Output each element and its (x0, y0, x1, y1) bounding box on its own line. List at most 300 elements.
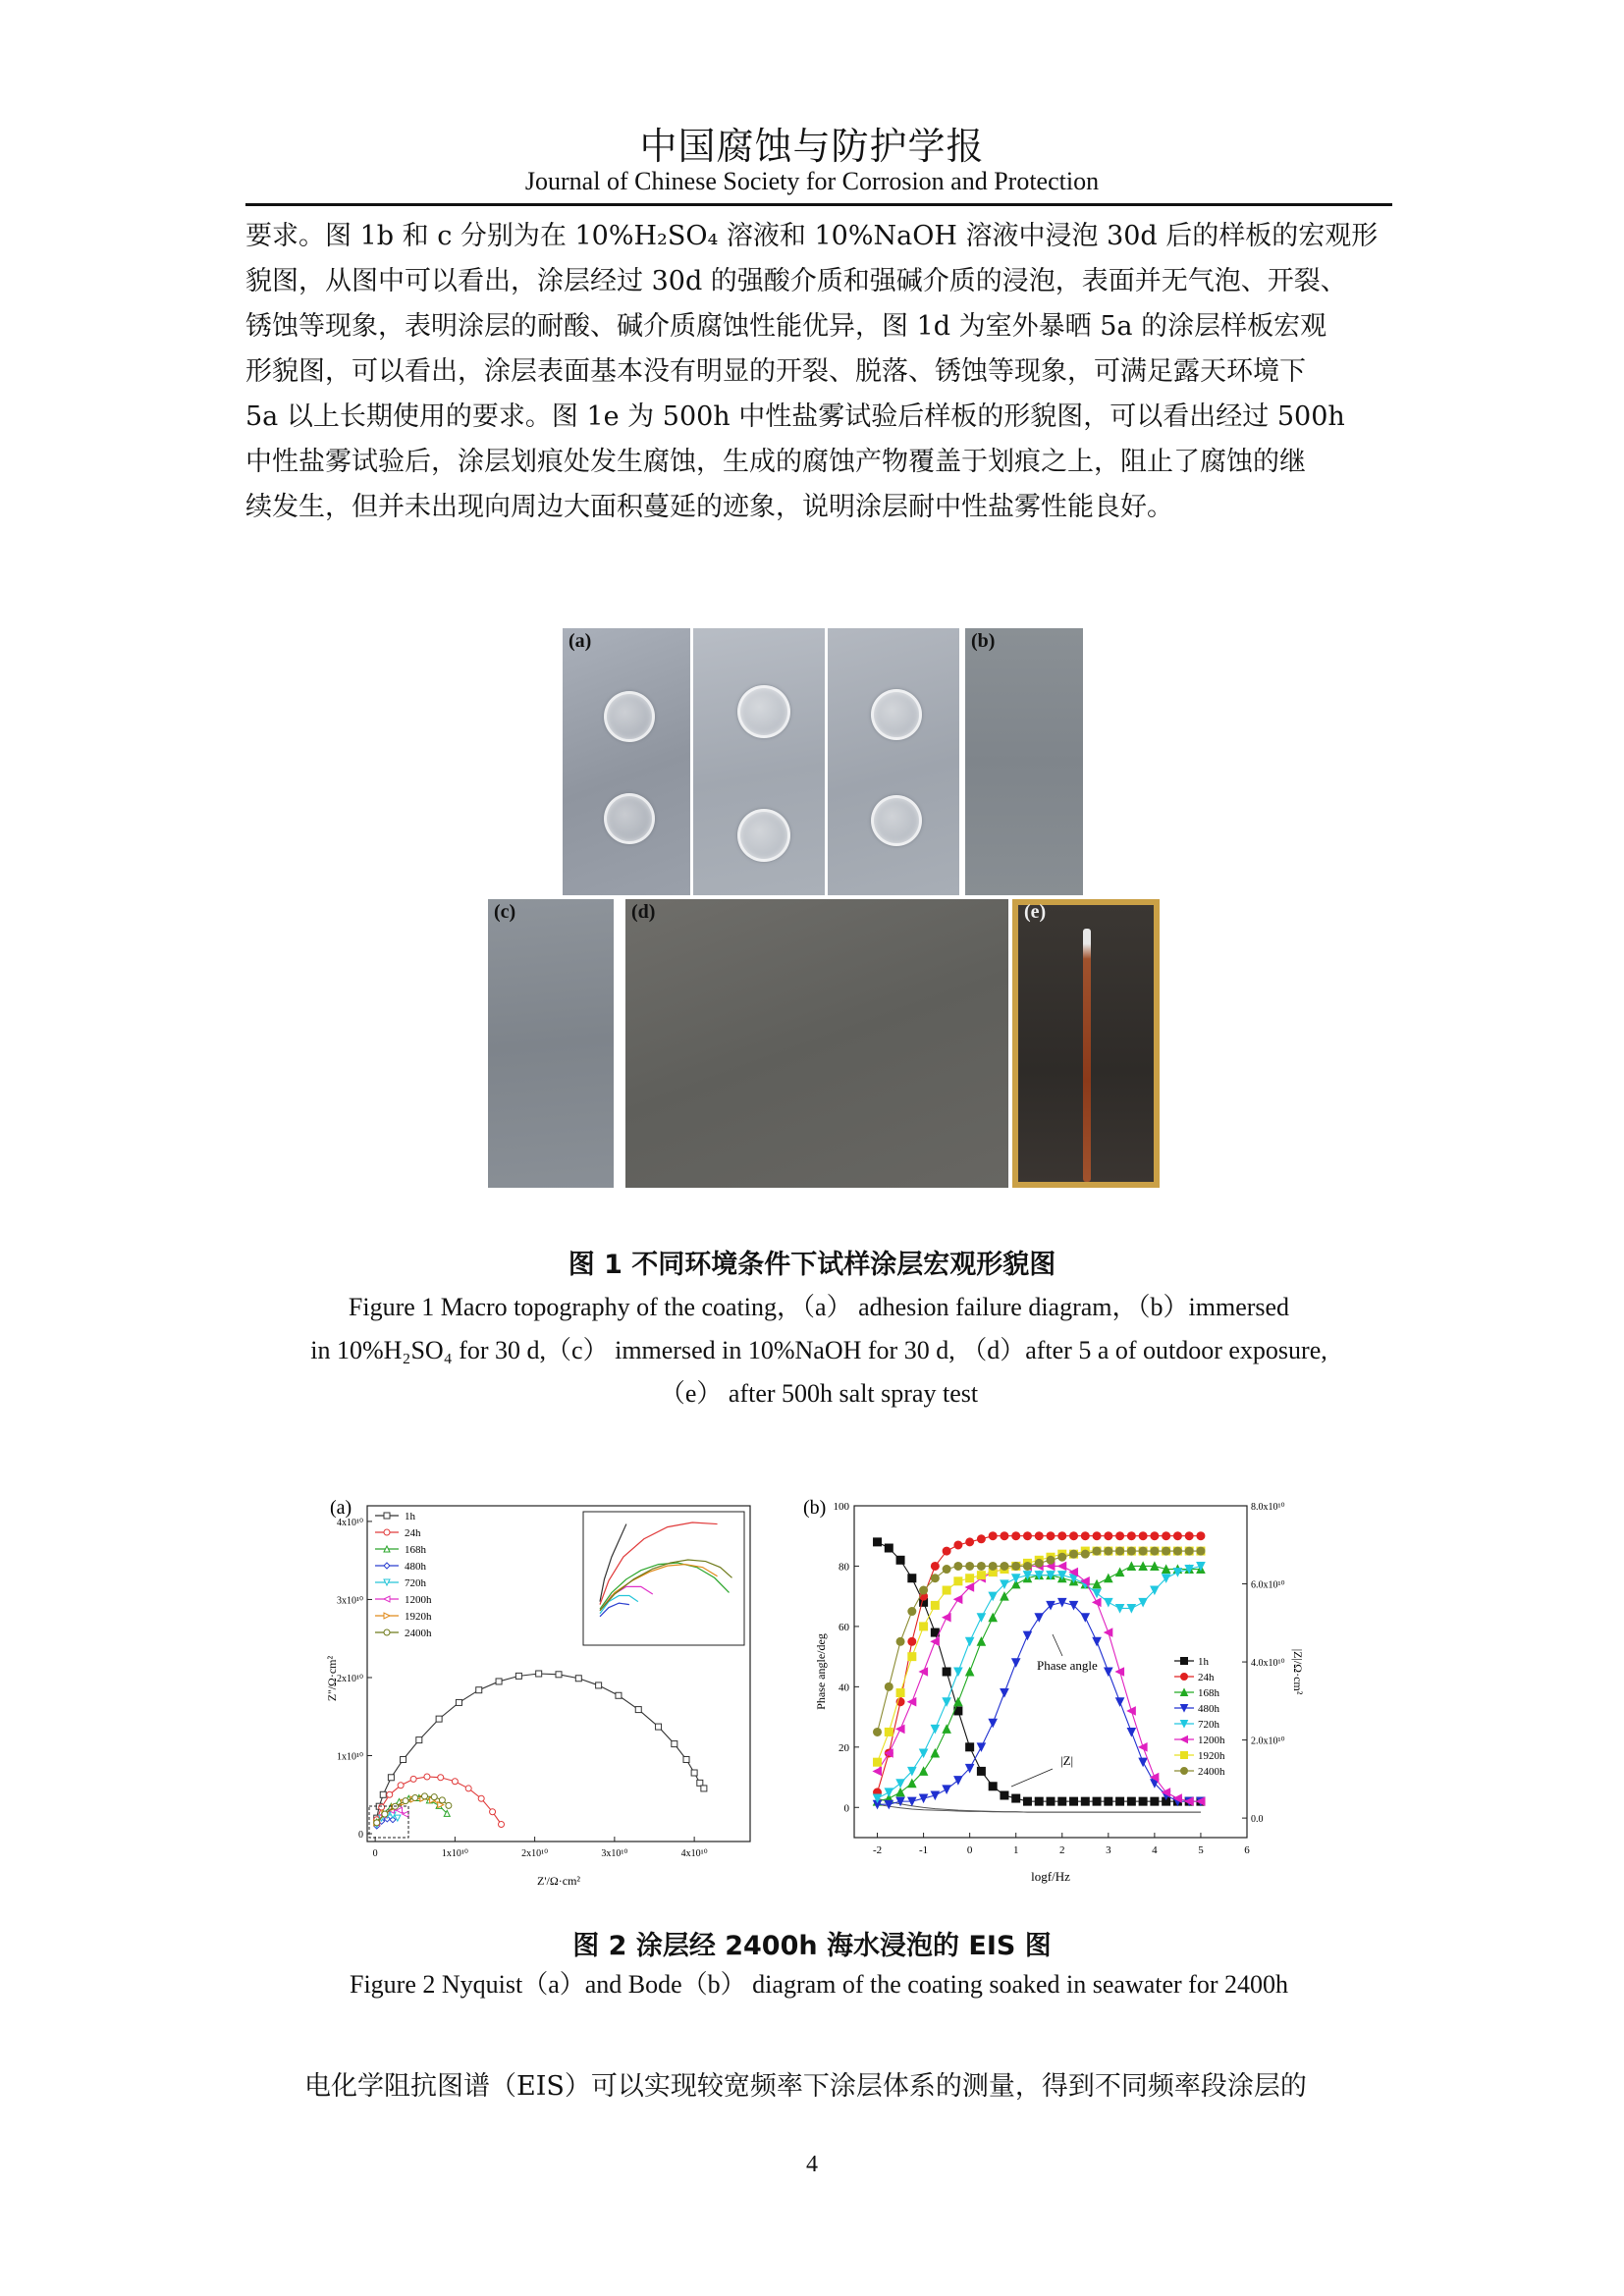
data-point (403, 1811, 408, 1817)
legend-label: 2400h (405, 1628, 432, 1639)
journal-title-cn: 中国腐蚀与防护学报 (639, 125, 985, 168)
legend-label: 1200h (1198, 1735, 1225, 1746)
data-point (1185, 1547, 1193, 1555)
data-point (1012, 1794, 1020, 1802)
chart-b-annotation-z: |Z| (1060, 1753, 1074, 1768)
data-point (1047, 1797, 1055, 1805)
data-point (874, 1758, 882, 1766)
data-point (1197, 1532, 1205, 1540)
y-tick-label: 80 (839, 1561, 849, 1574)
data-point (896, 1556, 904, 1564)
data-point (1023, 1562, 1031, 1570)
data-point (616, 1692, 622, 1698)
data-point (401, 1756, 406, 1762)
data-point (1058, 1562, 1066, 1570)
data-point (920, 1623, 928, 1630)
data-point (416, 1737, 422, 1743)
data-point (1105, 1668, 1112, 1676)
chart-a-panel-label: (a) (330, 1497, 352, 1519)
legend-item (375, 1544, 427, 1556)
x-tick-label: 2 (1059, 1844, 1065, 1856)
legend-item (375, 1611, 432, 1623)
data-point (1127, 1532, 1135, 1540)
data-point (966, 1575, 974, 1582)
chart-b-annotation-phase-arrow (1053, 1634, 1062, 1656)
data-point (1001, 1689, 1008, 1697)
data-point (1012, 1532, 1020, 1540)
data-point (536, 1671, 542, 1677)
y-tick-label: 40 (839, 1682, 849, 1694)
legend-label: 720h (1198, 1719, 1219, 1731)
chart-b-annotation-z-arrow (1011, 1769, 1053, 1787)
data-point (1081, 1614, 1089, 1622)
data-point (1012, 1562, 1020, 1570)
photo-a-panel-1 (563, 628, 690, 895)
data-point (920, 1668, 928, 1676)
y2-tick-label: 2.0x10¹⁰ (1251, 1735, 1285, 1747)
x-tick-label: 0 (966, 1844, 973, 1856)
data-point (1081, 1550, 1089, 1558)
data-point (943, 1547, 950, 1555)
data-point (931, 1601, 939, 1609)
y-tick-label: 1x10¹⁰ (336, 1751, 363, 1763)
chart-b-annotation-phase: Phase angle (1037, 1658, 1098, 1673)
x-tick-label: 1x10¹⁰ (441, 1848, 468, 1859)
legend-item (375, 1561, 427, 1573)
data-point (691, 1770, 697, 1776)
data-point (683, 1756, 689, 1762)
chart-b-y2label: |Z|/Ω·cm² (1291, 1648, 1305, 1695)
data-point (989, 1719, 997, 1727)
x-tick-label: -2 (872, 1844, 883, 1856)
data-point (465, 1786, 471, 1791)
data-point (977, 1562, 985, 1570)
data-point (1093, 1547, 1101, 1555)
data-point (1139, 1758, 1147, 1766)
legend-label: 24h (405, 1527, 421, 1539)
y-tick-label: 0 (358, 1830, 363, 1842)
y2-tick-label: 8.0x10¹⁰ (1251, 1502, 1285, 1513)
para-line: 锈蚀等现象，表明涂层的耐酸、碱介质腐蚀性能优异，图 1d 为室外暴晒 5a 的涂层样板宏观 (245, 311, 1327, 342)
data-point (1001, 1532, 1008, 1540)
data-point (478, 1795, 484, 1801)
data-point (954, 1668, 962, 1676)
y-tick-label: 2x10¹⁰ (336, 1673, 363, 1684)
legend-marker (1181, 1674, 1188, 1681)
figure1-caption-en (245, 1286, 1392, 1415)
x-tick-label: 0 (372, 1848, 378, 1859)
data-point (920, 1749, 928, 1757)
data-point (398, 1783, 404, 1789)
data-point (1173, 1532, 1181, 1540)
photo-a-panel-2 (693, 628, 825, 895)
nyquist-chart (324, 1492, 756, 1904)
legend-label: 1h (1198, 1656, 1209, 1668)
legend-item (1174, 1672, 1215, 1683)
legend-marker (384, 1529, 390, 1535)
data-point (1035, 1532, 1043, 1540)
data-point (476, 1687, 482, 1693)
x-tick-label: 3x10¹⁰ (601, 1848, 628, 1859)
para-line: 中性盐雾试验后，涂层划痕处发生腐蚀，生成的腐蚀产物覆盖于划痕之上，阻止了腐蚀的继 (245, 447, 1306, 477)
data-point (1093, 1637, 1101, 1645)
x-tick-label: 4 (1152, 1844, 1158, 1856)
data-point (446, 1802, 452, 1808)
data-point (1116, 1797, 1124, 1805)
data-point (885, 1544, 893, 1552)
data-point (1116, 1569, 1124, 1576)
test-dolly-ring (604, 691, 655, 742)
figure2-caption-cn: 图 2 涂层经 2400h 海水浸泡的 EIS 图 (572, 1931, 1052, 1961)
data-point (1139, 1743, 1147, 1751)
data-point (1116, 1547, 1124, 1555)
data-point (1012, 1659, 1020, 1667)
body-paragraph-2: 电化学阻抗图谱（EIS）可以实现较宽频率下涂层体系的测量，得到不同频率段涂层的 (304, 2071, 1307, 2102)
photo-b (965, 628, 1083, 895)
data-point (885, 1728, 893, 1735)
y2-tick-label: 0.0 (1251, 1814, 1264, 1826)
data-point (1058, 1532, 1066, 1540)
data-point (382, 1811, 388, 1817)
para-line: 貌图，从图中可以看出，涂层经过 30d 的强酸介质和强碱介质的浸泡，表面并无气泡、开裂、 (245, 266, 1347, 296)
data-point (943, 1725, 950, 1733)
legend-item (1174, 1687, 1220, 1699)
data-point (1047, 1556, 1055, 1564)
data-point (1116, 1668, 1124, 1676)
data-point (874, 1728, 882, 1735)
data-point (874, 1538, 882, 1546)
caption-line: Figure 2 Nyquist（a）and Bode（b） diagram of the coating soaked in seawater for 2400h (350, 1970, 1288, 1999)
figure2-caption-en (245, 1963, 1392, 2006)
data-point (1058, 1598, 1066, 1606)
y-tick-label: 20 (839, 1741, 849, 1754)
legend-marker (384, 1613, 390, 1619)
legend-item (1174, 1735, 1225, 1746)
data-point (977, 1535, 985, 1543)
legend-label: 168h (1198, 1687, 1219, 1699)
data-point (966, 1538, 974, 1546)
data-point (1197, 1547, 1205, 1555)
data-point (1023, 1532, 1031, 1540)
data-point (374, 1820, 380, 1826)
data-point (431, 1794, 437, 1800)
data-point (410, 1776, 416, 1782)
chart-a-ylabel: Z''/Ω·cm² (325, 1655, 339, 1702)
data-point (1058, 1553, 1066, 1561)
x-tick-label: 6 (1244, 1844, 1250, 1856)
page-number: 4 (806, 2152, 818, 2177)
legend-label: 1920h (1198, 1750, 1225, 1762)
data-point (931, 1562, 939, 1570)
photo-c-label: (c) (494, 901, 516, 923)
data-point (1139, 1547, 1147, 1555)
legend-label: 168h (405, 1544, 426, 1556)
photo-b-label: (b) (971, 630, 996, 652)
x-tick-label: -1 (919, 1844, 929, 1856)
series-line (878, 1551, 1201, 1762)
data-point (439, 1797, 445, 1803)
x-tick-label: 4x10¹⁰ (680, 1848, 708, 1859)
legend-label: 1200h (405, 1594, 432, 1606)
header-rule (245, 203, 1392, 206)
data-point (1070, 1550, 1078, 1558)
data-point (596, 1682, 602, 1688)
photo-c (488, 899, 614, 1188)
data-point (1151, 1547, 1159, 1555)
chart-b-panel-label: (b) (803, 1497, 827, 1519)
legend-label: 24h (1198, 1672, 1215, 1683)
journal-title-en: Journal of Chinese Society for Corrosion and Protection (524, 167, 1100, 195)
legend-item (1174, 1703, 1220, 1715)
data-point (954, 1595, 962, 1603)
data-point (436, 1716, 442, 1722)
legend-label: 1920h (405, 1611, 432, 1623)
bode-chart (795, 1492, 1306, 1904)
chart-b-xlabel: logf/Hz (1031, 1869, 1070, 1884)
data-point (438, 1775, 444, 1781)
legend-marker (1181, 1736, 1188, 1743)
data-point (1001, 1562, 1008, 1570)
x-tick-label: 5 (1198, 1844, 1204, 1856)
y-tick-label: 4x10¹⁰ (336, 1517, 363, 1528)
legend-label: 1h (405, 1511, 415, 1522)
legend-marker (1181, 1658, 1188, 1665)
y2-tick-label: 6.0x10¹⁰ (1251, 1579, 1285, 1591)
data-point (977, 1767, 985, 1775)
legend-item (1174, 1719, 1220, 1731)
data-point (989, 1592, 997, 1600)
series-2400h (374, 1793, 452, 1826)
chart-a-xlabel: Z'/Ω·cm² (537, 1874, 580, 1888)
data-point (656, 1724, 662, 1730)
data-point (1012, 1575, 1020, 1582)
y2-tick-label: 4.0x10¹⁰ (1251, 1658, 1285, 1670)
data-point (908, 1698, 916, 1706)
photo-a-label: (a) (568, 630, 592, 652)
y-tick-label: 3x10¹⁰ (336, 1595, 363, 1607)
data-point (874, 1767, 882, 1775)
x-tick-label: 2x10¹⁰ (521, 1848, 549, 1859)
data-point (1093, 1598, 1101, 1606)
data-point (424, 1774, 430, 1780)
data-point (1105, 1797, 1112, 1805)
data-point (412, 1794, 418, 1800)
photo-e-label: (e) (1024, 901, 1047, 923)
photo-d-label: (d) (631, 901, 656, 923)
data-point (387, 1791, 393, 1797)
data-point (989, 1614, 997, 1622)
data-point (1047, 1532, 1055, 1540)
test-dolly-ring (871, 795, 922, 846)
data-point (1127, 1547, 1135, 1555)
data-point (954, 1577, 962, 1585)
data-point (1081, 1797, 1089, 1805)
data-point (1139, 1532, 1147, 1540)
data-point (943, 1668, 950, 1676)
data-point (966, 1637, 974, 1645)
data-point (943, 1566, 950, 1574)
legend-marker (384, 1563, 390, 1569)
data-point (966, 1562, 974, 1570)
test-dolly-ring (737, 685, 790, 738)
x-tick-label: 1 (1012, 1844, 1019, 1856)
data-point (1185, 1532, 1193, 1540)
data-point (943, 1786, 950, 1793)
data-point (1151, 1532, 1159, 1540)
legend-item (375, 1511, 416, 1522)
data-point (1139, 1598, 1147, 1606)
data-point (1127, 1728, 1135, 1735)
data-point (896, 1725, 904, 1733)
data-point (701, 1786, 707, 1791)
data-point (1105, 1575, 1112, 1582)
data-point (943, 1698, 950, 1706)
legend-label: 2400h (1198, 1766, 1225, 1778)
test-dolly-ring (871, 689, 922, 740)
legend-label: 720h (405, 1577, 426, 1589)
data-point (931, 1637, 939, 1645)
caption-line: （e） after 500h salt spray test (659, 1379, 979, 1408)
data-point (452, 1779, 458, 1785)
data-point (1127, 1797, 1135, 1805)
data-point (1105, 1547, 1112, 1555)
photo-a-panel-3 (828, 628, 959, 895)
data-point (1093, 1797, 1101, 1805)
data-point (908, 1608, 916, 1616)
data-point (490, 1809, 496, 1815)
data-point (885, 1682, 893, 1690)
data-point (388, 1775, 394, 1781)
data-point (989, 1562, 997, 1570)
data-point (989, 1532, 997, 1540)
data-point (1001, 1791, 1008, 1799)
test-dolly-ring (604, 793, 655, 844)
data-point (499, 1822, 505, 1828)
data-point (1139, 1797, 1147, 1805)
data-point (954, 1541, 962, 1549)
data-point (575, 1676, 581, 1682)
body-paragraph-1 (245, 214, 1392, 530)
data-point (456, 1699, 461, 1705)
data-point (1093, 1532, 1101, 1540)
data-point (1070, 1532, 1078, 1540)
legend-item (375, 1594, 432, 1606)
data-point (1116, 1698, 1124, 1706)
data-point (422, 1793, 428, 1799)
legend-marker (1181, 1752, 1188, 1759)
data-point (1127, 1707, 1135, 1715)
data-point (966, 1743, 974, 1751)
legend-marker (384, 1596, 390, 1602)
data-point (896, 1637, 904, 1645)
data-point (1151, 1797, 1159, 1805)
data-point (931, 1725, 939, 1733)
data-point (966, 1668, 974, 1676)
data-point (1058, 1797, 1066, 1805)
data-point (380, 1791, 386, 1797)
data-point (989, 1783, 997, 1790)
data-point (977, 1743, 985, 1751)
data-point (908, 1575, 916, 1582)
data-point (931, 1791, 939, 1799)
data-point (1023, 1631, 1031, 1639)
figure1-caption-cn: 图 1 不同环境条件下试样涂层宏观形貌图 (568, 1250, 1056, 1280)
data-point (1105, 1532, 1112, 1540)
data-point (403, 1798, 408, 1804)
data-point (1105, 1629, 1112, 1636)
para-line: 续发生，但并未出现向周边大面积蔓延的迹象，说明涂层耐中性盐雾性能良好。 (245, 492, 1173, 522)
caption-line: in 10%H₂SO₄ for 30 d,（c） immersed in 10%NaOH for 30 d, （d）after 5 a of outdoor exposure, (310, 1336, 1327, 1364)
data-point (885, 1789, 893, 1796)
data-point (1070, 1797, 1078, 1805)
data-point (1105, 1598, 1112, 1606)
legend-item (1174, 1750, 1225, 1762)
data-point (556, 1672, 562, 1678)
data-point (496, 1679, 502, 1684)
data-point (1163, 1532, 1170, 1540)
chart-b-ylabel: Phase angle/deg (814, 1633, 828, 1710)
data-point (943, 1586, 950, 1594)
legend-item (375, 1628, 432, 1639)
para-line: 形貌图，可以看出，涂层表面基本没有明显的开裂、脱落、锈蚀等现象，可满足露天环境下 (245, 356, 1306, 387)
data-point (1023, 1797, 1031, 1805)
photo-d (625, 899, 1008, 1188)
para-line: 5a 以上长期使用的要求。图 1e 为 500h 中性盐雾试验后样板的形貌图，可以看出经过 500h (245, 401, 1345, 432)
x-tick-label: 3 (1106, 1844, 1111, 1856)
y-tick-label: 100 (833, 1501, 849, 1513)
data-point (920, 1767, 928, 1775)
data-point (908, 1653, 916, 1661)
data-point (1116, 1532, 1124, 1540)
data-point (1035, 1559, 1043, 1567)
data-point (1163, 1547, 1170, 1555)
data-point (977, 1614, 985, 1622)
legend-label: 480h (1198, 1703, 1219, 1715)
data-point (931, 1749, 939, 1757)
legend-marker (384, 1629, 390, 1635)
data-point (977, 1572, 985, 1579)
data-point (920, 1794, 928, 1802)
data-point (379, 1804, 385, 1810)
data-point (635, 1707, 641, 1713)
legend-item (375, 1577, 427, 1589)
photo-e (1012, 899, 1160, 1188)
legend-marker (1181, 1768, 1188, 1775)
legend-item (1174, 1656, 1210, 1668)
data-point (1081, 1532, 1089, 1540)
data-point (931, 1575, 939, 1582)
data-point (954, 1562, 962, 1570)
data-point (1035, 1614, 1043, 1622)
data-point (943, 1614, 950, 1622)
data-point (672, 1741, 677, 1747)
legend-label: 480h (405, 1561, 426, 1573)
legend-marker (384, 1513, 390, 1519)
y-tick-label: 0 (843, 1802, 849, 1815)
para-line: 要求。图 1b 和 c 分别为在 10%H₂SO₄ 溶液和 10%NaOH 溶液中浸泡 30d 后的样板的宏观形 (245, 221, 1379, 251)
y-tick-label: 60 (839, 1621, 849, 1633)
chart-a-inset (583, 1512, 744, 1645)
data-point (977, 1637, 985, 1645)
caption-line: Figure 1 Macro topography of the coating，（a） adhesion failure diagram，（b）immersed (348, 1293, 1290, 1321)
legend-item (1174, 1766, 1225, 1778)
data-point (920, 1586, 928, 1594)
salt-spray-scribe (1083, 929, 1091, 1182)
data-point (896, 1689, 904, 1697)
legend-item (375, 1527, 421, 1539)
test-dolly-ring (737, 809, 790, 862)
data-point (1173, 1547, 1181, 1555)
